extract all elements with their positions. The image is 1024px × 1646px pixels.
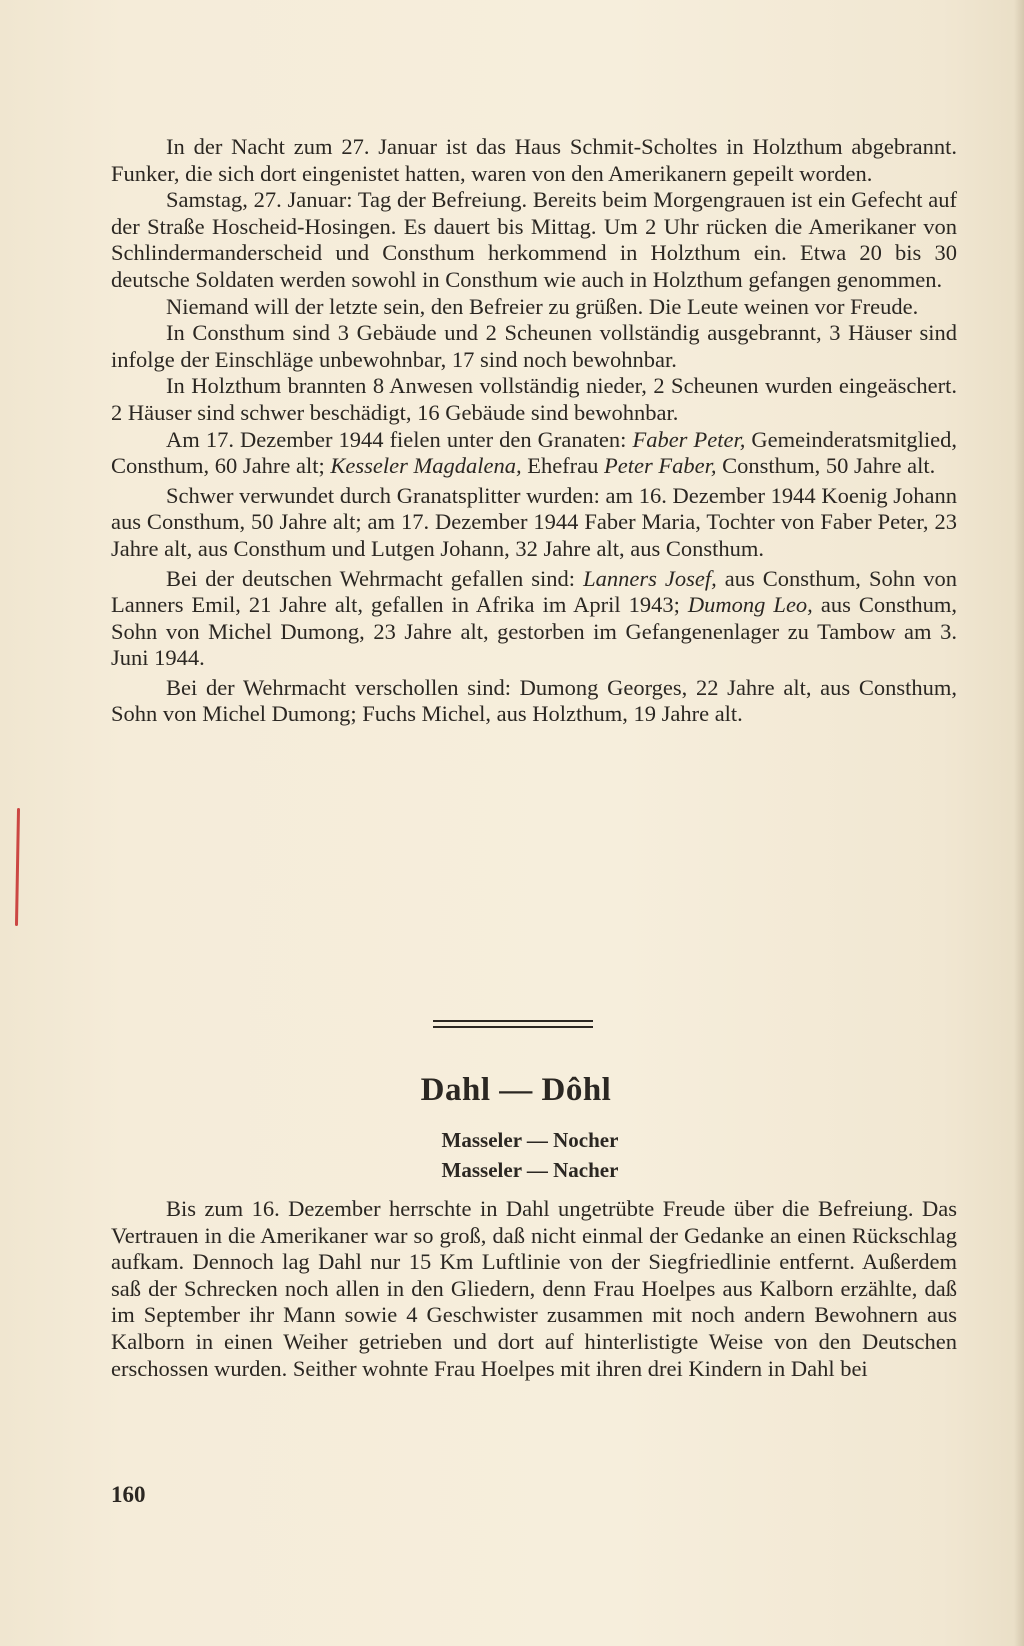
lower-text-block: [111, 1196, 957, 1382]
victim-name: Faber Peter,: [632, 426, 746, 452]
paragraph-holzthum-damage: In Holzthum brannten 8 Anwesen vollständig nieder, 2 Scheunen wurden eingeäschert. 2 Häuser sind schwer beschädigt, 16 Gebäude sind bewohnbar.: [111, 373, 957, 425]
section-subtitle: Masseler — Nacher: [441, 1158, 619, 1182]
soldier-name: Dumong Leo,: [687, 592, 813, 618]
paragraph-killed-by-shells: [111, 427, 957, 480]
paragraph-fire-holzthum: In der Nacht zum 27. Januar ist das Haus Schmit-Scholtes in Holzthum abgebrannt. Funker, die sich dort eingenistet hatten, waren von den Amerikanern gepeilt worden.: [111, 134, 957, 186]
paragraph-greeting: Niemand will der letzte sein, den Befreier zu grüßen. Die Leute weinen vor Freude.: [166, 293, 919, 319]
paragraph-fallen-soldiers: [111, 566, 957, 672]
text-run: Am 17. Dezember 1944 fielen unter den Granaten:: [166, 426, 633, 452]
victim-name: Kesseler Magdalena,: [330, 453, 522, 479]
page-number: 160: [111, 1482, 146, 1507]
upper-text-block: [111, 134, 957, 728]
paragraph-dahl-liberation: Bis zum 16. Dezember herrschte in Dahl ungetrübte Freude über die Befreiung. Das Vertrauen in die Amerikaner war so groß, daß nicht einmal der Gedanke an einen Rückschlag aufkam. Dennoch lag Dahl nur 15 Km Luftlinie von der Siegfriedlinie entfernt. Außerdem saß der Schrecken noch allen in den Gliedern, denn Frau Hoelpes aus Kalborn erzählte, daß im September ihr Mann sowie 4 Geschwister zusammen mit noch andern Bewohnern aus Kalborn in einen Weiher getrieben und dort auf hinterlistigte Weise von den Deutschen erschossen wurden. Seither wohnte Frau Hoelpes mit ihren drei Kindern in Dahl bei: [111, 1196, 957, 1381]
section-title: Dahl — Dôhl: [420, 1072, 612, 1108]
text-run: Bei der deutschen Wehrmacht gefallen sind:: [166, 565, 584, 591]
divider-line: [433, 1020, 593, 1022]
page-edge-shadow: [1014, 0, 1024, 1646]
section-divider: [433, 1020, 593, 1032]
soldier-name: Lanners Josef,: [583, 565, 717, 591]
text-run: Gemeinderatsmitglied, Consthum, 60 Jahre alt;: [111, 426, 957, 479]
section-subtitle: Masseler — Nocher: [441, 1128, 619, 1152]
paragraph-missing-soldiers: Bei der Wehrmacht verschollen sind: Dumong Georges, 22 Jahre alt, aus Consthum, Sohn von Michel Dumong; Fuchs Michel, aus Holzthum, 19 Jahre alt.: [111, 674, 957, 727]
victim-name: Peter Faber,: [604, 453, 717, 479]
divider-line: [433, 1026, 593, 1028]
text-run: Consthum, 50 Jahre alt.: [716, 453, 936, 479]
text-run: aus Consthum, Sohn von Lanners Emil, 21 Jahre alt, gefallen in Afrika im April 1943;: [111, 565, 958, 618]
paragraph-wounded: Schwer verwundet durch Granatsplitter wurden: am 16. Dezember 1944 Koenig Johann aus Consthum, 50 Jahre alt; am 17. Dezember 1944 Faber Maria, Tochter von Faber Peter, 23 Jahre alt, aus Consthum und Lutgen Johann, 32 Jahre alt, aus Consthum.: [111, 482, 957, 561]
text-run: Ehefrau: [521, 453, 605, 479]
text-run: aus Consthum, Sohn von Michel Dumong, 23 Jahre alt, gestorben im Gefangenenlager zu Tambow am 3. Juni 1944.: [111, 592, 957, 671]
paragraph-consthum-damage: In Consthum sind 3 Gebäude und 2 Scheunen vollständig ausgebrannt, 3 Häuser sind infolge der Einschläge unbewohnbar, 17 sind noch bewohnbar.: [111, 320, 957, 372]
red-margin-mark: [15, 808, 20, 926]
paragraph-liberation-day: Samstag, 27. Januar: Tag der Befreiung. Bereits beim Morgengrauen ist ein Gefecht auf der Straße Hoscheid-Hosingen. Es dauert bis Mittag. Um 2 Uhr rücken die Amerikaner von Schlindermanderscheid und Consthum herkommend in Holzthum ein. Etwa 20 bis 30 deutsche Soldaten werden sowohl in Consthum wie auch in Holzthum gefangen genommen.: [111, 187, 957, 292]
